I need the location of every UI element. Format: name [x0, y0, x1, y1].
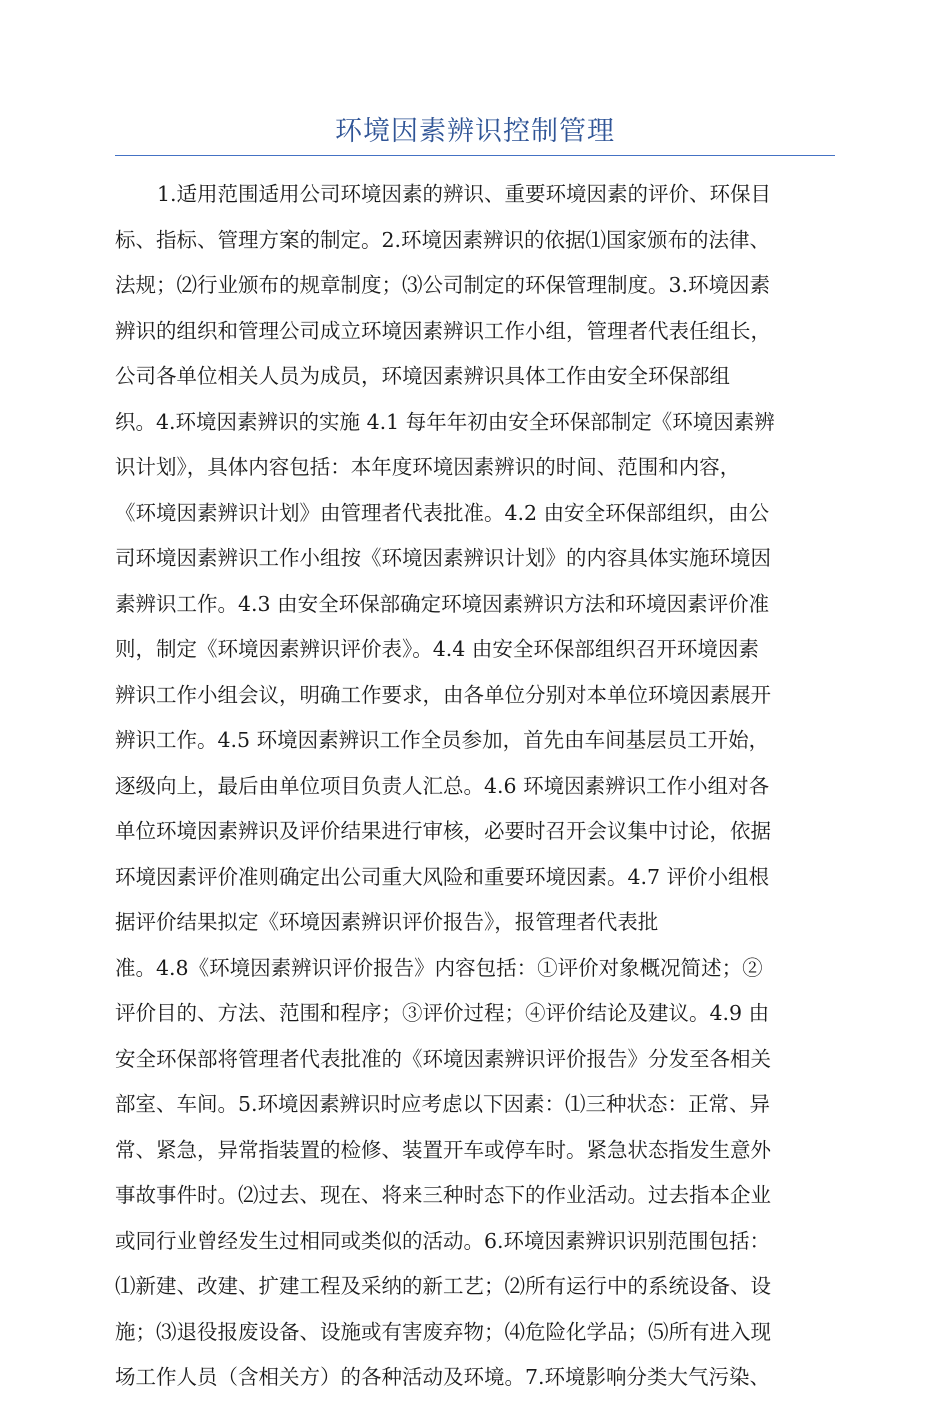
- title-underline: [115, 155, 835, 156]
- text-line: 据评价结果拟定《环境因素辨识评价报告》，报管理者代表批: [115, 910, 659, 934]
- text-line: 辨识工作。4.5 环境因素辨识工作全员参加，首先由车间基层员工开始，: [115, 728, 770, 752]
- text-line: 单位环境因素辨识及评价结果进行审核，必要时召开会议集中讨论，依据: [115, 819, 771, 843]
- page-title: 环境因素辨识控制管理: [335, 116, 615, 147]
- text-line: 常、紧急，异常指装置的检修、装置开车或停车时。紧急状态指发生意外: [115, 1137, 771, 1162]
- text-line: 识计划》，具体内容包括：本年度环境因素辨识的时间、范围和内容，: [115, 455, 741, 479]
- text-line: 部室、车间。5.环境因素辨识时应考虑以下因素：⑴三种状态：正常、异: [115, 1092, 771, 1116]
- text-line: 事故事件时。⑵过去、现在、将来三种时态下的作业活动。过去指本企业: [115, 1183, 771, 1207]
- body-paragraph: [115, 172, 835, 1401]
- text-line: ⑴新建、改建、扩建工程及采纳的新工艺；⑵所有运行中的系统设备、设: [115, 1274, 771, 1298]
- text-line: 公司各单位相关人员为成员，环境因素辨识具体工作由安全环保部组: [115, 364, 730, 388]
- text-line: 场工作人员（含相关方）的各种活动及环境。7.环境影响分类大气污染、: [115, 1365, 771, 1389]
- text-line: 标、指标、管理方案的制定。2.环境因素辨识的依据⑴国家颁布的法律、: [115, 227, 771, 252]
- text-line: 评价目的、方法、范围和程序；③评价过程；④评价结论及建议。4.9 由: [115, 1001, 770, 1025]
- text-line: 《环境因素辨识计划》由管理者代表批准。4.2 由安全环保部组织，由公: [115, 500, 770, 525]
- text-line: 司环境因素辨识工作小组按《环境因素辨识计划》的内容具体实施环境因: [115, 546, 771, 570]
- text-line: 安全环保部将管理者代表批准的《环境因素辨识评价报告》分发至各相关: [115, 1046, 771, 1071]
- text-line: 环境因素评价准则确定出公司重大风险和重要环境因素。4.7 评价小组根: [115, 864, 770, 889]
- text-line: 织。4.环境因素辨识的实施 4.1 每年年初由安全环保部制定《环境因素辨: [115, 409, 775, 434]
- text-line: 或同行业曾经发生过相同或类似的活动。6.环境因素辨识识别范围包括：: [115, 1228, 771, 1253]
- text-line: 则，制定《环境因素辨识评价表》。4.4 由安全环保部组织召开环境因素: [115, 637, 759, 661]
- text-line: 法规；⑵行业颁布的规章制度；⑶公司制定的环保管理制度。3.环境因素: [115, 273, 771, 297]
- text-line: 准。4.8《环境因素辨识评价报告》内容包括：①评价对象概况简述；②: [115, 955, 763, 980]
- text-line: 1.适用范围适用公司环境因素的辨识、重要环境因素的评价、环保目: [157, 182, 772, 206]
- text-line: 辨识的组织和管理公司成立环境因素辨识工作小组，管理者代表任组长，: [115, 318, 771, 343]
- text-line: 辨识工作小组会议，明确工作要求，由各单位分别对本单位环境因素展开: [115, 682, 771, 707]
- text-line: 素辨识工作。4.3 由安全环保部确定环境因素辨识方法和环境因素评价准: [115, 591, 770, 616]
- text-line: 逐级向上，最后由单位项目负责人汇总。4.6 环境因素辨识工作小组对各: [115, 773, 770, 798]
- text-line: 施；⑶退役报废设备、设施或有害废弃物；⑷危险化学品；⑸所有进入现: [115, 1319, 771, 1344]
